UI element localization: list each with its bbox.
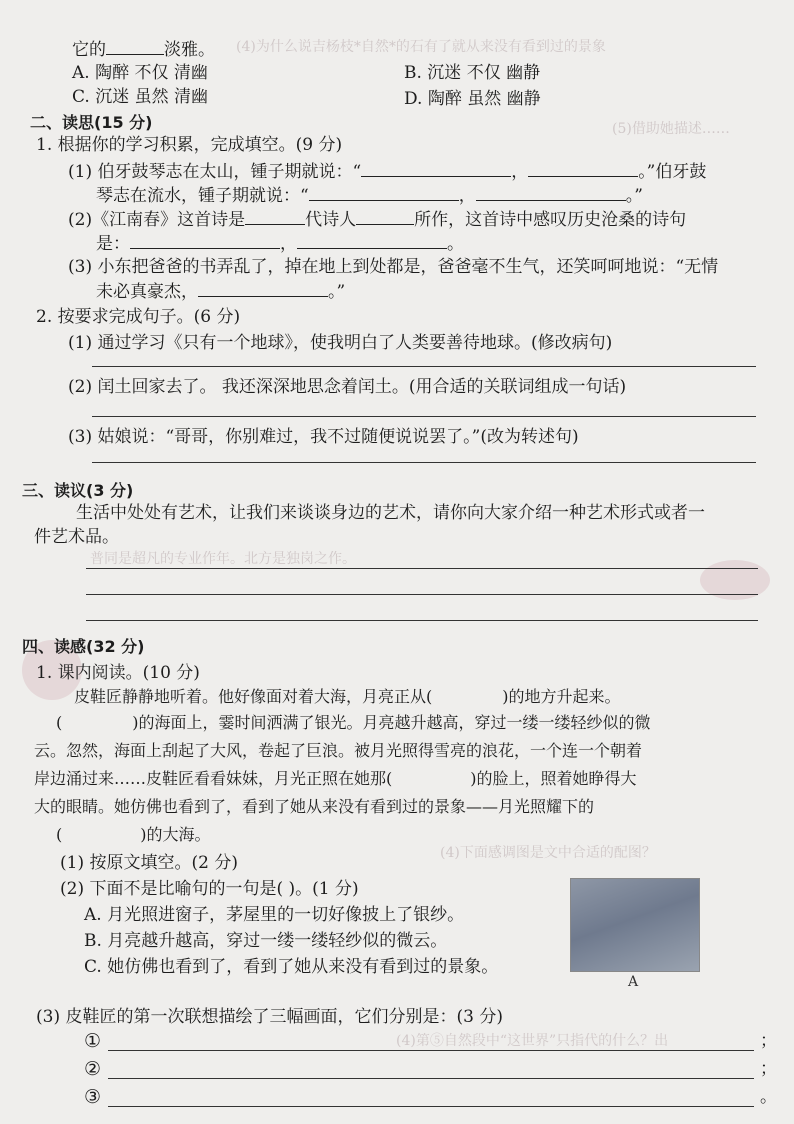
- bleed-text: (4)下面感调图是文中合适的配图？: [440, 845, 656, 861]
- answer-line[interactable]: [108, 1106, 754, 1107]
- answer-line[interactable]: [92, 462, 756, 463]
- reading-passage: ( )的海面上，霎时间洒满了银光。月亮越升越高，穿过一缕一缕轻纱似的微: [56, 713, 651, 732]
- punctuation: ；: [760, 1031, 777, 1051]
- fill-in-line: (3) 小东把爸爸的书弄乱了，掉在地上到处都是，爸爸毫不生气，还笑呵呵地说：“无情: [68, 257, 719, 277]
- prompt-text: 生活中处处有艺术，让我们来谈谈身边的艺术，请你向大家介绍一种艺术形式或者一: [76, 503, 705, 523]
- fill-in-line: (2)《江南春》这首诗是 代诗人 所作，这首诗中感叹历史沧桑的诗句: [68, 210, 687, 230]
- question-title: 1. 课内阅读。(10 分): [36, 663, 200, 683]
- fill-in-line: 未必真豪杰， 。”: [96, 282, 346, 302]
- sub-question: (3) 皮鞋匠的第一次联想描绘了三幅画面，它们分别是：(3 分): [36, 1007, 503, 1027]
- answer-line[interactable]: [92, 416, 756, 417]
- reading-passage: 大的眼睛。她仿佛也看到了，看到了她从来没有看到过的景象——月光照耀下的: [34, 797, 595, 816]
- answer-line[interactable]: [92, 366, 756, 367]
- bleed-text: 普同是超凡的专业作年。北方是独岗之作。: [90, 551, 356, 567]
- answer-line[interactable]: [108, 1078, 754, 1079]
- question-title: 2. 按要求完成句子。(6 分): [36, 307, 241, 327]
- option-c: C. 沉迷 虽然 清幽: [72, 87, 209, 107]
- reading-passage: 岸边涌过来……皮鞋匠看看妹妹，月光正照在她那( )的脸上，照着她睁得大: [34, 769, 637, 788]
- fill-in-line: (1) 伯牙鼓琴志在太山，锺子期就说：“ ， 。”伯牙鼓: [68, 162, 707, 182]
- punctuation: ；: [760, 1059, 777, 1079]
- answer-line[interactable]: [86, 568, 758, 569]
- fill-in-line: 是： ， 。: [96, 234, 464, 254]
- section-heading: 三、读议(3 分): [22, 481, 134, 500]
- option-a: A. 月光照进窗子，茅屋里的一切好像披上了银纱。: [84, 905, 465, 925]
- answer-number: ①: [84, 1030, 102, 1052]
- section-heading: 四、读感(32 分): [22, 637, 145, 656]
- question-title: 1. 根据你的学习积累，完成填空。(9 分): [36, 135, 343, 155]
- option-a: A. 陶醉 不仅 清幽: [72, 63, 208, 83]
- sentence-task: (2) 闰土回家去了。 我还深深地思念着闰土。(用合适的关联词组成一句话): [68, 377, 627, 397]
- answer-line[interactable]: [86, 620, 758, 621]
- sub-question: (1) 按原文填空。(2 分): [60, 853, 238, 873]
- reading-passage: 皮鞋匠静静地听着。他好像面对着大海，月亮正从( )的地方升起来。: [74, 687, 621, 706]
- question-stem: 它的 淡雅。: [72, 40, 215, 60]
- prompt-text: 件艺术品。: [34, 527, 119, 547]
- image-label: A: [628, 974, 639, 990]
- section-heading: 二、读思(15 分): [30, 113, 153, 132]
- sub-question: (2) 下面不是比喻句的一句是( )。(1 分): [60, 879, 359, 899]
- illustration-image: [570, 878, 700, 972]
- option-b: B. 月亮越升越高，穿过一缕一缕轻纱似的微云。: [84, 931, 448, 951]
- answer-line[interactable]: [86, 594, 758, 595]
- answer-number: ③: [84, 1086, 102, 1108]
- bleed-text: (4)第⑤自然段中“这世界”只指代的什么？出: [396, 1033, 669, 1049]
- sentence-task: (3) 姑娘说：“哥哥，你别难过，我不过随便说说罢了。”(改为转述句): [68, 427, 579, 447]
- answer-number: ②: [84, 1058, 102, 1080]
- fill-in-line: 琴志在流水，锺子期就说：“ ， 。”: [96, 186, 643, 206]
- bleed-text: (5)借助她描述……: [612, 121, 730, 137]
- answer-line[interactable]: [108, 1050, 754, 1051]
- reading-passage: ( )的大海。: [56, 825, 211, 844]
- option-d: D. 陶醉 虽然 幽静: [404, 89, 541, 109]
- punctuation: 。: [760, 1087, 777, 1107]
- reading-passage: 云。忽然，海面上刮起了大风，卷起了巨浪。被月光照得雪亮的浪花，一个连一个朝着: [34, 741, 643, 760]
- option-b: B. 沉迷 不仅 幽静: [404, 63, 541, 83]
- bleed-text: (4)为什么说吉杨枝*自然*的石有了就从来没有看到过的景象: [236, 39, 606, 55]
- option-c: C. 她仿佛也看到了，看到了她从来没有看到过的景象。: [84, 957, 499, 977]
- sentence-task: (1) 通过学习《只有一个地球》，使我明白了人类要善待地球。(修改病句): [68, 333, 613, 353]
